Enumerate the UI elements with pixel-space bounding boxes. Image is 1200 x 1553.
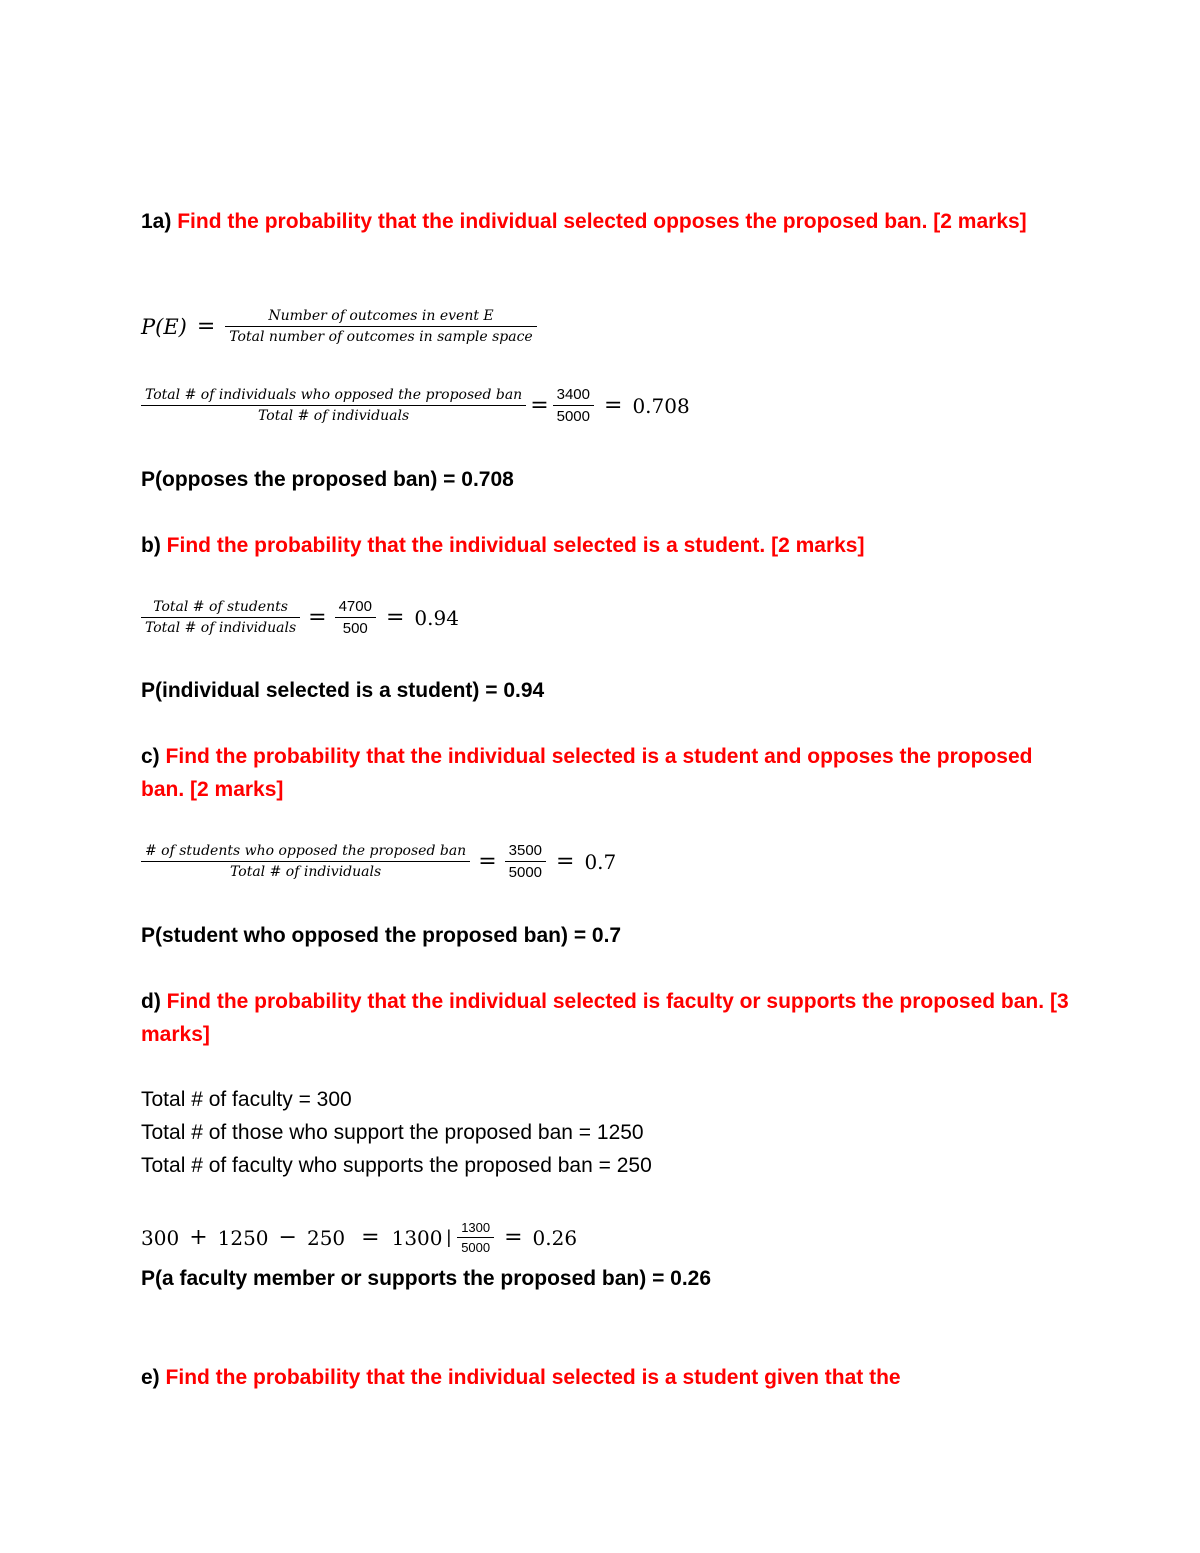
formula-c-value-den: 5000 [508,864,543,881]
question-d [141,985,1071,1051]
formula-b-value-fraction [335,598,376,637]
formula-d-term-2: 1250 [217,1225,269,1250]
fraction-bar [505,861,546,862]
formula-d-equals-2: = [504,1225,523,1250]
fraction-bar [225,326,536,327]
question-d-text: Find the probability that the individual selected is faculty or supports the proposed ban. [166,990,1045,1013]
formula-c-numerator: # of students who opposed the proposed ban [145,843,467,859]
answer-d: P(a faculty member or supports the proposed ban) = 0.26 [141,1267,712,1290]
formula-general-equals: = [196,314,216,339]
question-b [141,529,1071,562]
question-e [141,1361,1071,1394]
formula-c-fraction [141,843,470,880]
question-b-marks: [2 marks] [771,534,865,557]
formula-general-fraction [225,308,536,345]
formula-d-minus: − [278,1225,297,1250]
formula-b-value-den: 500 [342,620,368,637]
formula-general-lhs: P(E) [141,314,187,339]
fraction-bar [141,861,470,862]
formula-c-value-fraction [505,842,546,881]
formula-general [141,308,537,345]
question-c-prefix: c) [141,745,160,768]
formula-a-result: 0.708 [632,393,690,418]
formula-d [141,1220,577,1255]
formula-a-equals: = [530,393,549,418]
question-c [141,740,1071,806]
support-total-line: Total # of those who support the proposed ban = 1250 [141,1121,644,1144]
faculty-support-line: Total # of faculty who supports the proposed ban = 250 [141,1154,652,1177]
formula-b-equals-2: = [385,605,405,630]
formula-a-fraction [141,387,526,424]
formula-c-denominator: Total # of individuals [230,864,382,880]
formula-a-denominator: Total # of individuals [258,408,410,424]
fraction-bar [553,405,594,406]
fraction-bar [141,617,300,618]
formula-d-result: 0.26 [532,1225,578,1250]
question-e-prefix: e) [141,1366,160,1389]
formula-b-fraction [141,599,300,636]
formula-b-equals: = [308,605,327,630]
question-d-prefix: d) [141,990,161,1013]
question-e-text: Find the probability that the individual selected is a student given that the [165,1366,901,1389]
formula-d-sum: 1300 [391,1225,443,1250]
answer-b: P(individual selected is a student) = 0.94 [141,679,545,702]
formula-a-value-num: 3400 [556,386,590,403]
question-1a [141,205,1071,238]
formula-a-value-fraction [553,386,594,425]
formula-b-value-num: 4700 [338,598,372,615]
formula-c-result: 0.7 [584,849,617,874]
answer-1a: P(opposes the proposed ban) = 0.708 [141,468,514,491]
formula-a-equals-2: = [604,393,623,418]
answer-c: P(student who opposed the proposed ban) = 0.7 [141,924,622,947]
formula-a-numerator: Total # of individuals who opposed the proposed ban [145,387,523,403]
formula-a [141,386,690,425]
fraction-bar [457,1237,494,1238]
formula-c-value-num: 3500 [508,842,543,859]
fraction-bar [335,617,376,618]
formula-c-equals: = [478,849,497,874]
formula-b-result: 0.94 [414,605,459,630]
formula-d-term-3: 250 [306,1225,346,1250]
formula-d-value-fraction [457,1220,494,1255]
formula-b-denominator: Total # of individuals [145,620,297,636]
question-1a-text: Find the probability that the individual selected opposes the proposed ban. [177,210,928,233]
faculty-total-line: Total # of faculty = 300 [141,1088,352,1111]
question-d-marks: [3 marks] [141,990,1069,1046]
formula-general-denominator: Total number of outcomes in sample space [229,329,533,345]
formula-b-numerator: Total # of students [153,599,288,615]
formula-d-value-den: 5000 [461,1240,491,1255]
question-c-marks: [2 marks] [190,778,284,801]
question-1a-prefix: 1a) [141,210,172,233]
formula-d-equals: = [361,1225,380,1250]
question-c-text: Find the probability that the individual selected is a student and opposes the proposed ban. [141,745,1033,801]
formula-d-value-num: 1300 [461,1220,491,1235]
formula-d-term-1: 300 [141,1225,180,1250]
formula-general-numerator: Number of outcomes in event E [268,308,494,324]
question-1a-marks: [2 marks] [933,210,1027,233]
formula-c-equals-2: = [556,849,575,874]
formula-b [141,598,459,637]
formula-a-value-den: 5000 [556,408,590,425]
formula-d-plus: + [189,1225,208,1250]
formula-d-separator: | [446,1227,452,1247]
question-b-prefix: b) [141,534,161,557]
fraction-bar [141,405,526,406]
formula-c [141,842,616,881]
question-b-text: Find the probability that the individual selected is a student. [166,534,766,557]
